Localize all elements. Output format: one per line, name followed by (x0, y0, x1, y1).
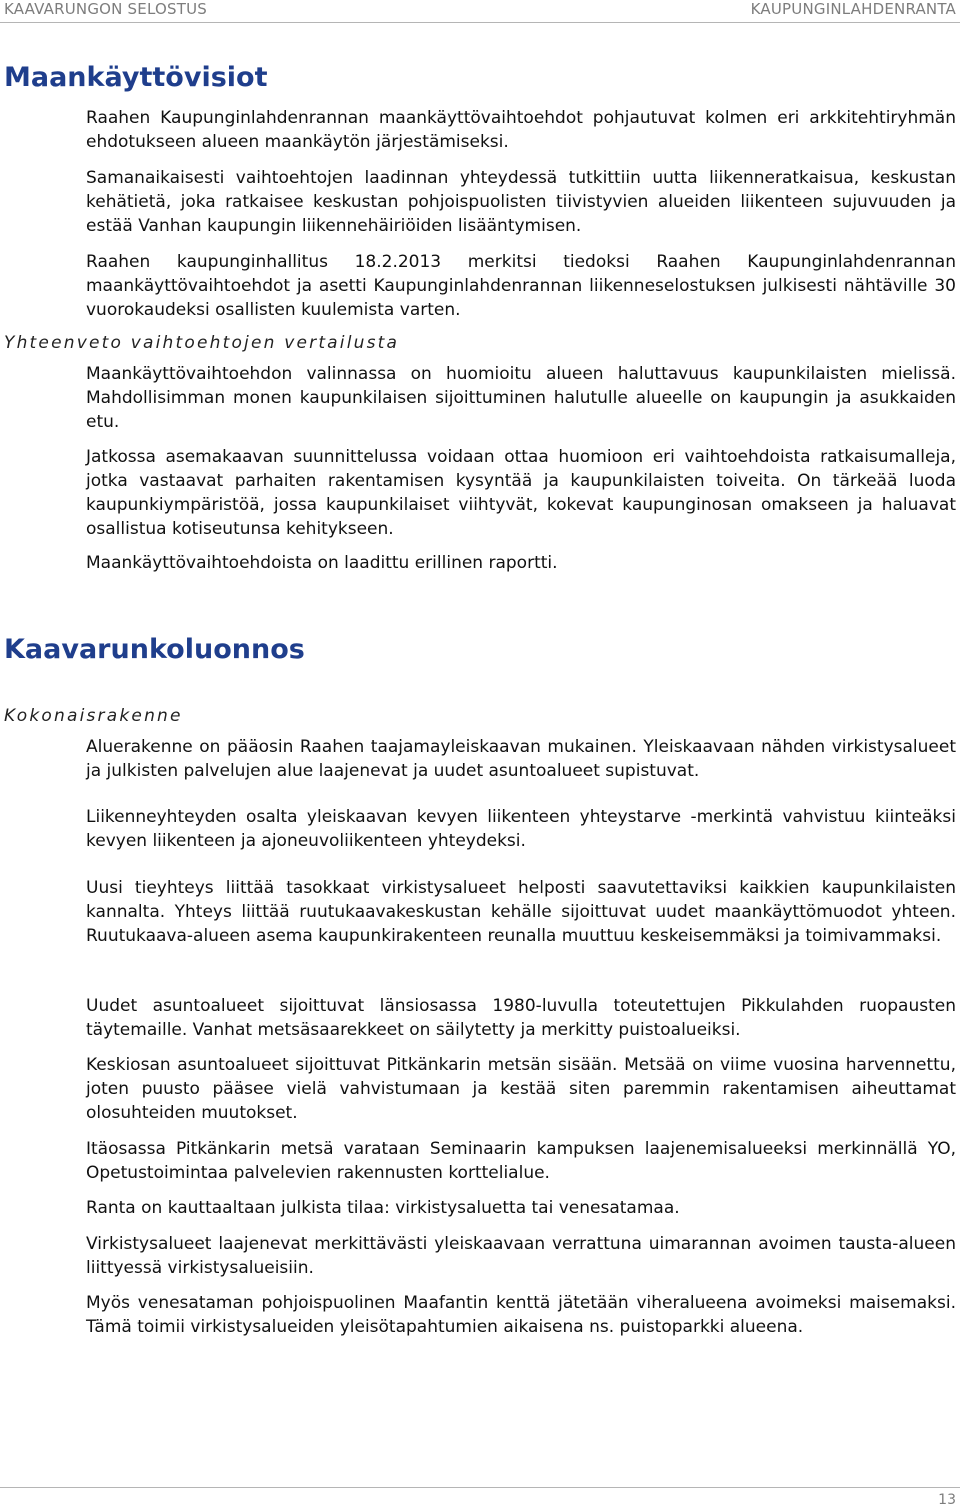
subheading-kokonaisrakenne: Kokonaisrakenne (4, 706, 183, 726)
section-title-kaavarunkoluonnos: Kaavarunkoluonnos (4, 634, 305, 665)
paragraph: Jatkossa asemakaavan suunnittelussa voidaan ottaa huomioon eri vaihtoehdoista ratkaisumalleja, jotka vastaavat parhaiten rakentamisen kysyntää ja kaupunkilaisten toiveita. On tärkeää luoda kaupunkiympäristöä, jossa kaupunkilaiset viihtyvät, kokevat kaupunginosan omakseen ja haluavat osallistua kotiseutunsa kehitykseen. (86, 447, 956, 539)
paragraph: Maankäyttövaihtoehdoista on laadittu erillinen raportti. (86, 553, 558, 573)
paragraph: Raahen kaupunginhallitus 18.2.2013 merkitsi tiedoksi Raahen Kaupunginlahdenrannan maankäyttövaihtoehdot ja asetti Kaupunginlahdenrannan liikenneselostuksen julkisesti nähtäville 30 vuorokaudeksi osallisten kuulemista varten. (86, 252, 956, 320)
header-divider (0, 22, 960, 23)
paragraph: Uudet asuntoalueet sijoittuvat länsiosassa 1980-luvulla toteutettujen Pikkulahden ruopausten täytemaille. Vanhat metsäsaarekkeet on säilytetty ja merkitty puistoalueiksi. (86, 996, 956, 1040)
paragraph: Samanaikaisesti vaihtoehtojen laadinnan yhteydessä tutkittiin uutta liikenneratkaisua, keskustan kehätietä, joka ratkaisee keskustan pohjoispuolisten tiivistyvien alueiden liikenteen sujuvuuden ja estää Vanhan kaupungin liikennehäiriöiden lisääntymisen. (86, 168, 956, 236)
paragraph: Raahen Kaupunginlahdenrannan maankäyttövaihtoehdot pohjautuvat kolmen eri arkkitehtiryhmän ehdotukseen alueen maankäytön järjestämiseksi. (86, 108, 956, 152)
paragraph: Liikenneyhteyden osalta yleiskaavan kevyen liikenteen yhteystarve -merkintä vahvistuu kiinteäksi kevyen liikenteen ja ajoneuvoliikenteen yhteydeksi. (86, 807, 956, 851)
footer-divider (0, 1487, 960, 1488)
page-number: 13 (938, 1492, 956, 1508)
paragraph: Virkistysalueet laajenevat merkittävästi yleiskaavaan verrattuna uimarannan avoimen tausta-alueen liittyessä virkistysalueisiin. (86, 1234, 956, 1278)
paragraph: Myös venesataman pohjoispuolinen Maafantin kenttä jätetään viheralueena avoimeksi maisemaksi. Tämä toimii virkistysalueiden yleisötapahtumien aikaisena ns. puistoparkki alueena. (86, 1293, 956, 1337)
section-title-maankayttovisiot: Maankäyttövisiot (4, 62, 268, 93)
running-header-right: KAUPUNGINLAHDENRANTA (750, 0, 956, 18)
paragraph: Aluerakenne on pääosin Raahen taajamayleiskaavan mukainen. Yleiskaavaan nähden virkistysalueet ja julkisten palvelujen alue laajenevat ja uudet asuntoalueet supistuvat. (86, 737, 956, 781)
subheading-vertailu: Yhteenveto vaihtoehtojen vertailusta (4, 333, 400, 353)
paragraph: Uusi tieyhteys liittää tasokkaat virkistysalueet helposti saavutettaviksi kaikkien kaupunkilaisten kannalta. Yhteys liittää ruutukaavakeskustan kehälle sijoittuvat uudet maankäyttömuodot yhteen. Ruutukaava-alueen asema kaupunkirakenteen reunalla muuttuu keskeisemmäksi ja toimivammaksi. (86, 878, 956, 946)
paragraph: Keskiosan asuntoalueet sijoittuvat Pitkänkarin metsän sisään. Metsää on viime vuosina harvennettu, joten puusto pääsee vielä vahvistumaan ja kestää siten paremmin rakentamisen aiheuttamat olosuhteiden muutokset. (86, 1055, 956, 1123)
paragraph: Ranta on kauttaaltaan julkista tilaa: virkistysaluetta tai venesatamaa. (86, 1198, 680, 1218)
running-header-left: KAAVARUNGON SELOSTUS (4, 0, 207, 18)
paragraph: Maankäyttövaihtoehdon valinnassa on huomioitu alueen haluttavuus kaupunkilaisten mielissä. Mahdollisimman monen kaupunkilaisen sijoittuminen halutulle alueelle on kaupungin ja asukkaiden etu. (86, 364, 956, 432)
paragraph: Itäosassa Pitkänkarin metsä varataan Seminaarin kampuksen laajenemisalueeksi merkinnällä YO, Opetustoimintaa palvelevien rakennusten korttelialue. (86, 1139, 956, 1183)
